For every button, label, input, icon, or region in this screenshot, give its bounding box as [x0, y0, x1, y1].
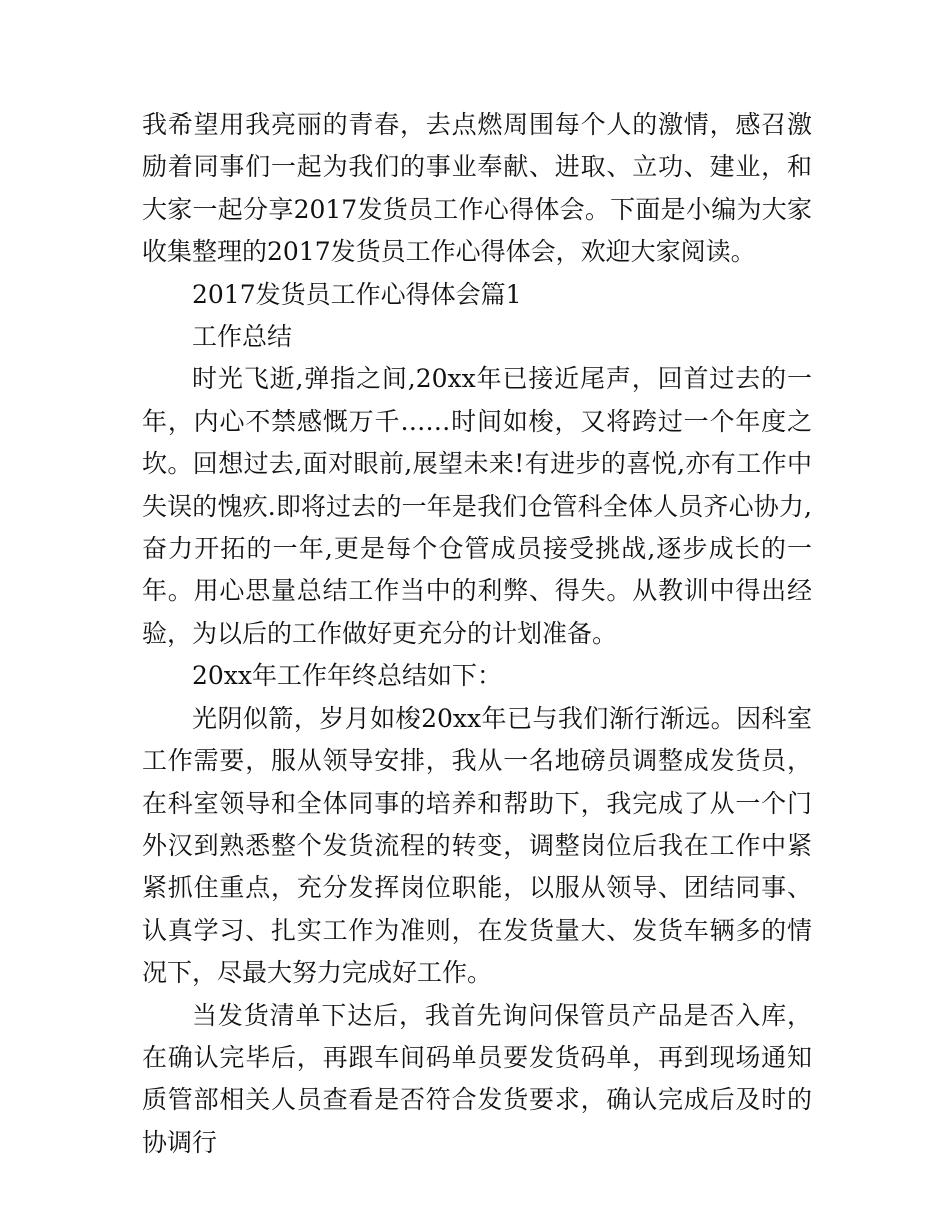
body-paragraph-2: 光阴似箭，岁月如梭20xx年已与我们渐行渐远。因科室工作需要，服从领导安排，我从一名地磅员调整成发货员，在科室领导和全体同事的培养和帮助下，我完成了从一个门外汉到熟悉整个发货流程的转变，调整岗位后我在工作中紧紧抓住重点，充分发挥岗位职能，以服从领导、团结同事、认真学习、扎实工作为准则，在发货量大、发货车辆多的情况下，尽最大努力完成好工作。 — [142, 703, 812, 988]
summary-heading: 20xx年工作年终总结如下： — [192, 661, 503, 691]
section-subtitle: 工作总结 — [192, 322, 293, 352]
body-paragraph-1: 时光飞逝,弹指之间,20xx年已接近尾声，回首过去的一年，内心不禁感慨万千……时间如梭，又将跨过一个年度之坎。回想过去,面对眼前,展望未来!有进步的喜悦,亦有工作中失误的愧疚.即将过去的一年是我们仓管科全体人员齐心协力,奋力开拓的一年,更是每个仓管成员接受挑战,逐步成长的一年。用心思量总结工作当中的利弊、得失。从教训中得出经验，为以后的工作做好更充分的计划准备。 — [142, 364, 812, 648]
body-paragraph-3: 当发货清单下达后，我首先询问保管员产品是否入库，在确认完毕后，再跟车间码单员要发货码单，再到现场通知质管部相关人员查看是否符合发货要求，确认完成后及时的协调行 — [142, 1000, 812, 1157]
document-body — [142, 104, 812, 1164]
intro-paragraph: 我希望用我亮丽的青春，去点燃周围每个人的激情，感召激励着同事们一起为我们的事业奉献、进取、立功、建业，和大家一起分享2017发货员工作心得体会。下面是小编为大家收集整理的2017发货员工作心得体会，欢迎大家阅读。 — [142, 110, 812, 267]
section-title: 2017发货员工作心得体会篇1 — [192, 279, 522, 309]
